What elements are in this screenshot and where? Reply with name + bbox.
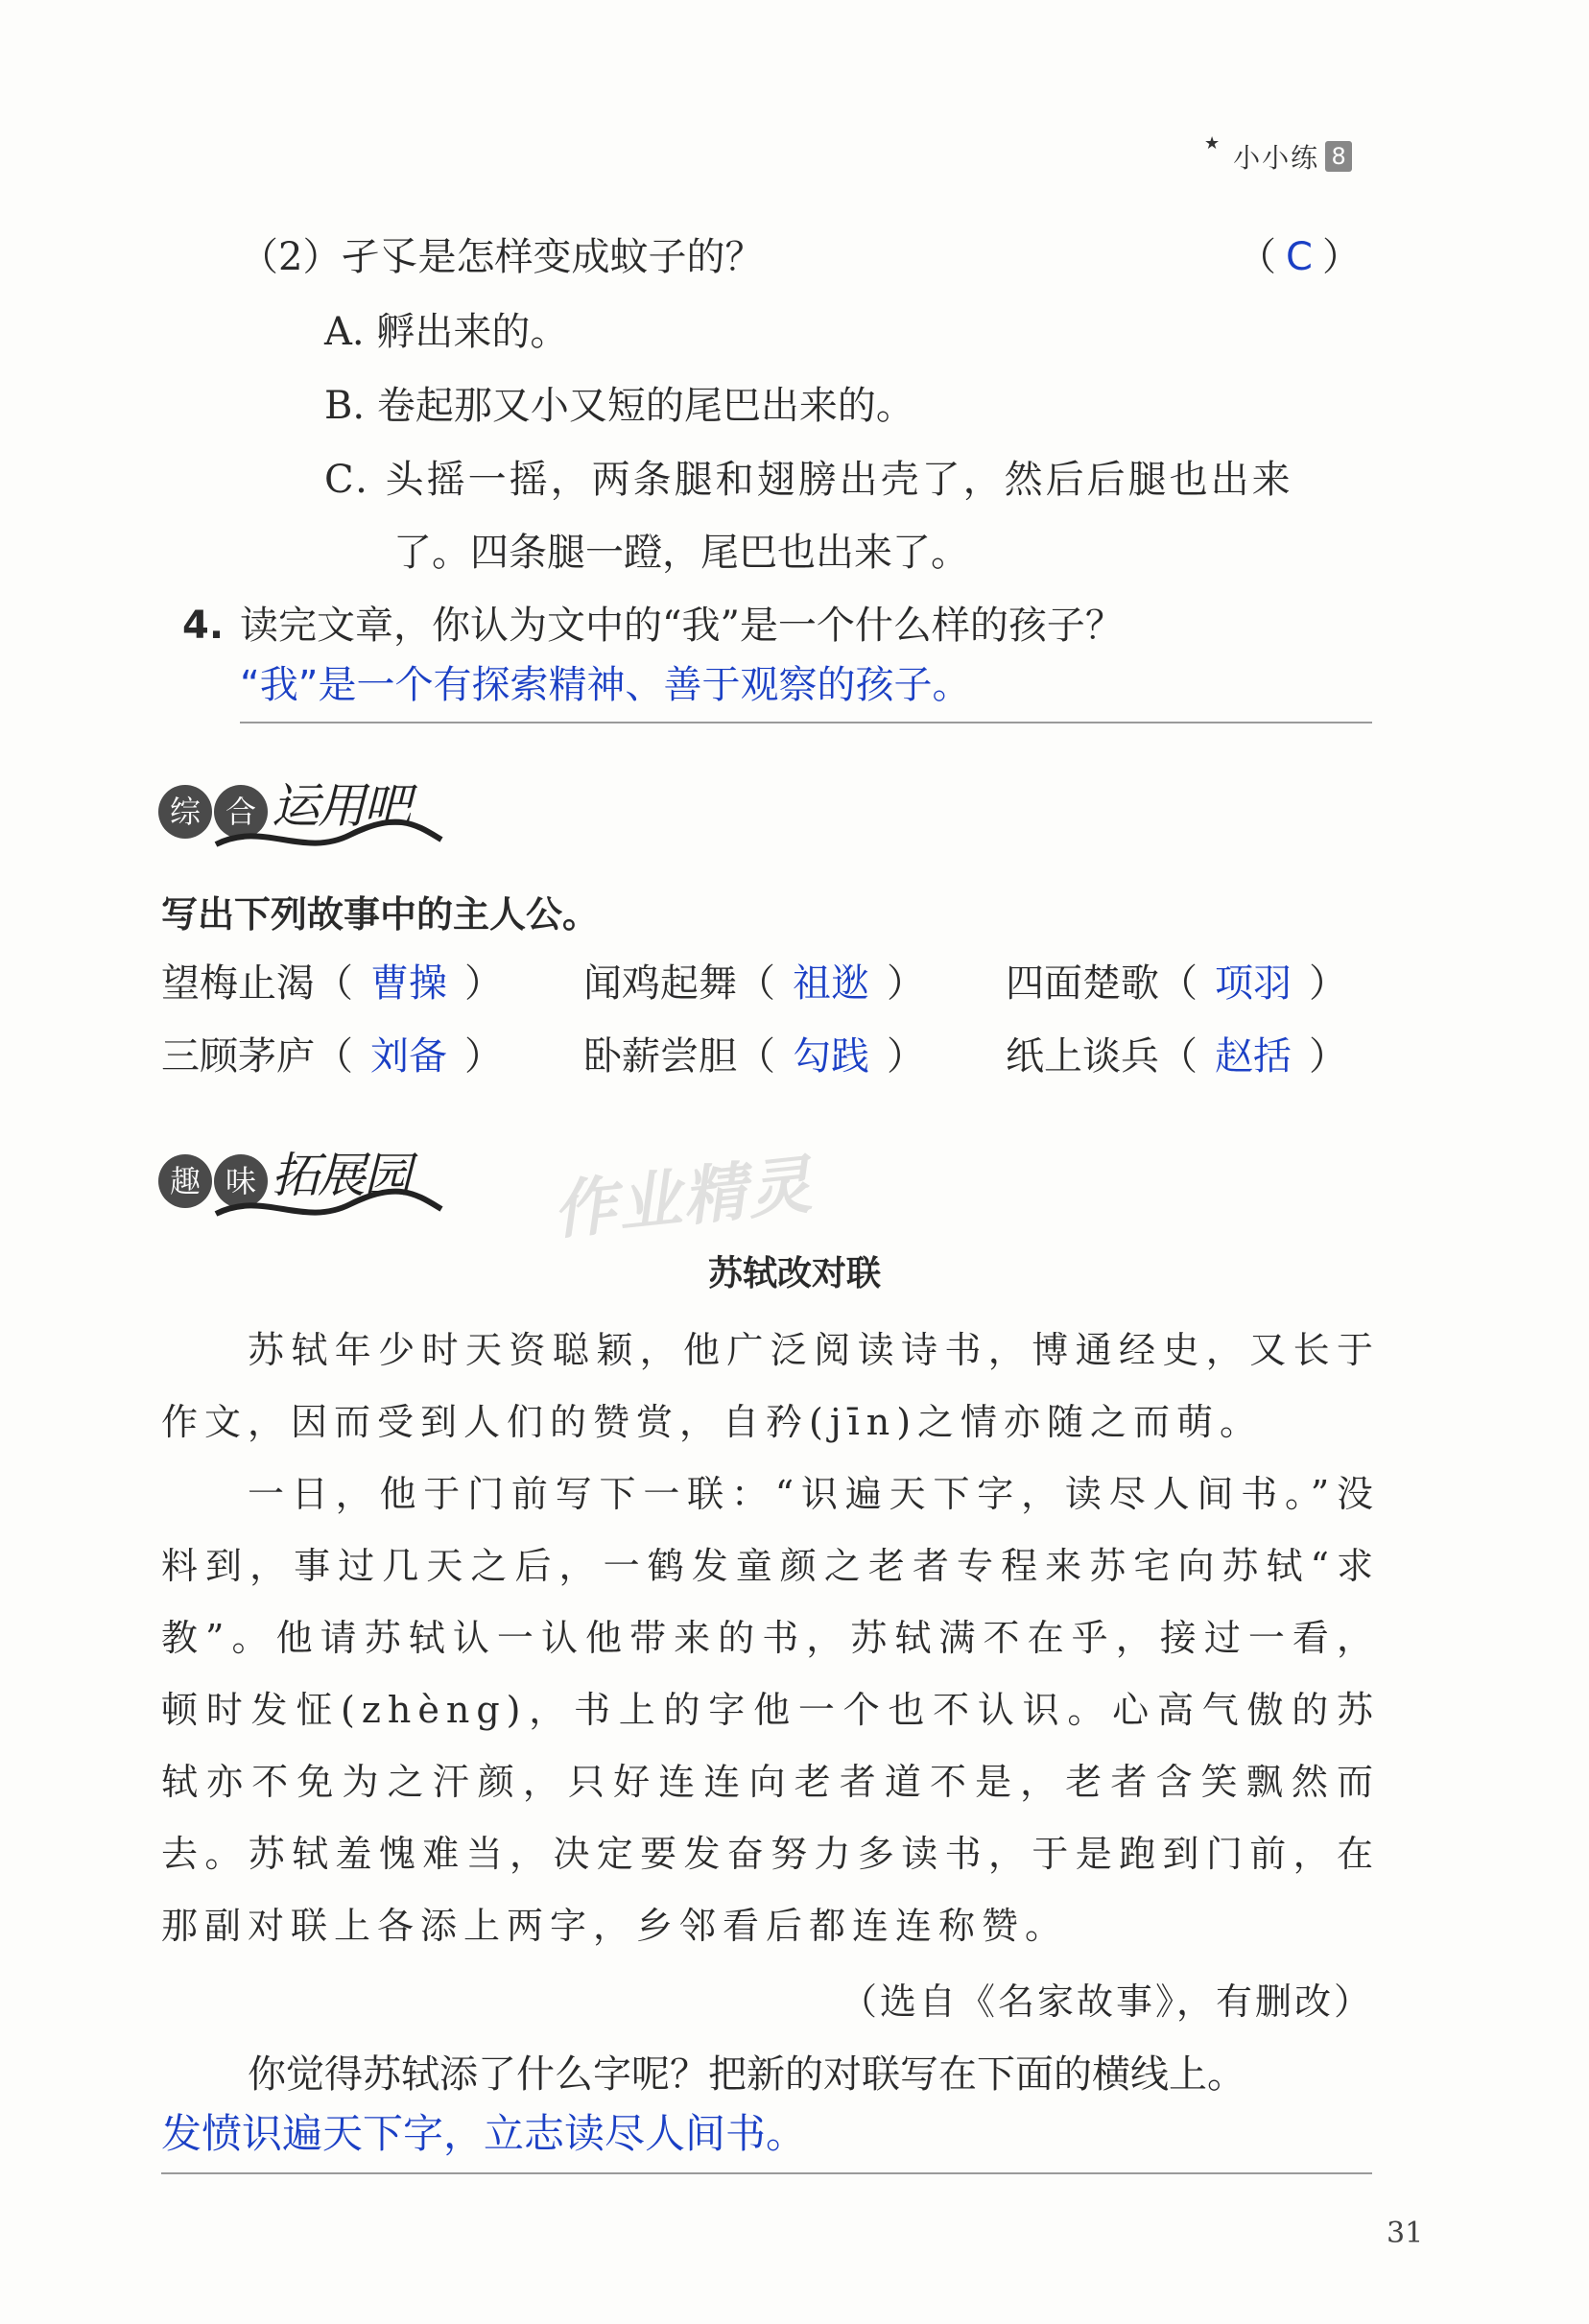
star-icon: ★ [1204,132,1221,154]
idiom-answer: 勾践 [793,1034,869,1079]
q2-option-a: A. 孵出来的。 [324,310,569,354]
q2-option-c: C. 头摇一摇，两条腿和翅膀出壳了，然后后腿也出来 [324,458,1293,502]
lesson-badge: 8 [1325,141,1352,172]
q4-answer-line [240,722,1372,723]
q2-option-c-cont: 了。四条腿一蹬，尾巴也出来了。 [393,531,969,575]
idiom-answer: 曹操 [370,961,447,1006]
idiom-row-2 [161,1028,1428,1085]
story-paragraph-1: 苏轼年少时天资聪颖，他广泛阅读诗书，博通经史，又长于作文，因而受到人们的赞赏，自矜(jīn)之情亦随之而萌。 [161,1329,1380,1443]
idiom-item: 望梅止渴（ 曹操 ） [161,961,503,1006]
q4-answer: “我”是一个有探索精神、善于观察的孩子。 [240,663,971,707]
idiom-grid [161,955,1428,1085]
idiom-item: 卧薪尝胆（ 勾践 ） [583,1034,925,1079]
idiom-item: 四面楚歌（ 项羽 ） [1006,961,1347,1006]
idiom-answer: 赵括 [1215,1034,1292,1079]
banner-wave-icon [158,816,446,864]
q2-answer: C [1286,235,1313,279]
idiom-item: 纸上谈兵（ 赵括 ） [1006,1034,1347,1079]
q2-answer-box: （ C ） [1238,235,1361,279]
story-answer: 发愤识遍天下字，立志读尽人间书。 [161,2110,807,2157]
banner-wave-icon [158,1185,446,1233]
page-number: 31 [1387,2217,1424,2250]
section1-instruction: 写出下列故事中的主人公。 [161,893,600,936]
q4-question: 读完文章，你认为文中的“我”是一个什么样的孩子？ [240,604,1124,648]
idiom-item: 三顾茅庐（ 刘备 ） [161,1034,503,1079]
idiom-row-1 [161,955,1428,1012]
banner-circle-1: 综 [158,785,212,839]
section-banner-extension [158,1137,465,1229]
banner-title: 运用吧 [272,778,410,834]
watermark-text: 作业精灵 [549,1147,817,1248]
banner-circle-2: 合 [214,785,268,839]
idiom-answer: 项羽 [1215,961,1292,1006]
section-banner-application [158,768,465,860]
story-title: 苏轼改对联 [707,1254,881,1293]
story-paragraph-2: 一日，他于门前写下一联：“识遍天下字，读尽人间书。”没料到，事过几天之后，一鹤发童颜之老者专程来苏宅向苏轼“求教”。他请苏轼认一认他带来的书，苏轼满不在乎，接过一看，顿时发怔(zhèng)，书上的字他一个也不认识。心高气傲的苏轼亦不免为之汗颜，只好连连向老者道不是，老者含笑飘然而去。苏轼羞愧难当，决定要发奋努力多读书，于是跑到门前，在那副对联上各添上两字，乡邻看后都连连称赞。 [161,1473,1380,1947]
story-body [161,1315,1380,1962]
story-source: （选自《名家故事》，有删改） [840,1980,1373,2023]
story-question: 你觉得苏轼添了什么字呢？把新的对联写在下面的横线上。 [248,2052,1245,2097]
q2-question: （2）孑孓是怎样变成蚊子的？ [240,235,764,279]
banner-title: 拓展园 [272,1148,410,1203]
q2-option-b: B. 卷起那又小又短的尾巴出来的。 [324,384,914,428]
idiom-item: 闻鸡起舞（ 祖逖 ） [583,961,925,1006]
page-header [1204,130,1352,183]
idiom-answer: 祖逖 [793,961,869,1006]
q4-number: 4. [182,604,225,648]
banner-circle-1: 趣 [158,1154,212,1208]
story-answer-line [161,2172,1372,2174]
idiom-answer: 刘备 [370,1034,447,1079]
banner-circle-2: 味 [214,1154,268,1208]
header-title: 小小练 [1233,142,1320,174]
